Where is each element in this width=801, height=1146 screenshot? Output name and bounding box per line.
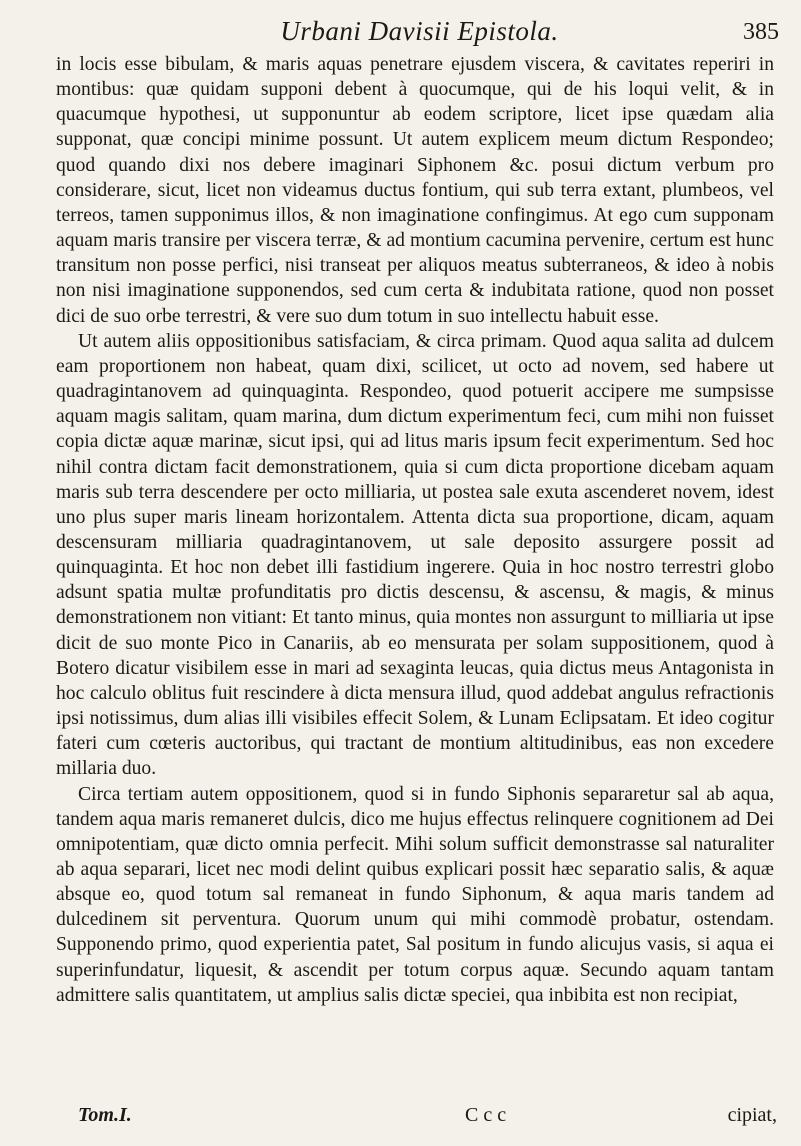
paragraph-1: in locis esse bibulam, & maris aquas penetrare ejusdem viscera, & cavitates reperiri in montibus: quæ quidam supponi debent à quocumque, qui de his loqui velit, & in quacumque hypothesi, ut supponuntur ab eodem scriptore, licet ipse quædam alia supponat, quæ concipi minime possunt. Ut autem explicem meum dictum Respondeo; quod quando dixi nos debere imaginari Siphonem &c. posui dictum verbum pro considerare, sicut, licet non videamus ductus fontium, qui sub terra extant, plumbeos, vel terreos, tamen supponimus illos, & non imaginatione confingimus. At ego cum supponam aquam maris transire per viscera terræ, & ad montium cacumina pervenire, certum est hunc transitum non posse perfici, nisi transeat per aliquos meatus subterraneos, & ideo à nobis non nisi imaginatione supponendos, sed cum certa & indubitata ratione, quod non posset dici de suo orbe terrestri, & vere suo dum totum in suo intellectu habuit esse. bbox=[56, 54, 774, 327]
page-footer bbox=[78, 1102, 777, 1130]
page-number: 385 bbox=[743, 19, 779, 45]
paragraph-3: Circa tertiam autem oppositionem, quod si in fundo Siphonis separaretur sal ab aqua, tandem aqua maris remaneret dulcis, dico me hujus effectus relinquere cognitionem ad Dei omnipotentiam, quæ dicto omnia perfecit. Mihi solum sufficit demonstrasse sal naturaliter ab aqua separari, licet nec modi delint quibus explicari possit hæc separatio salis, & aquæ absque eo, quod totum sal remaneat in fundo Siphonum, & aqua maris tandem ad dulcedinem sit perventura. Quorum unum qui mihi commodè probatur, ostendam. Supponendo primo, quod experientia patet, Sal positum in fundo alicujus vasis, si aqua ei superinfundatur, liquesit, & ascendit per totum corpus aquæ. Secundo aquam tantam admittere salis quantitatem, ut amplius salis dictæ speciei, qua inbibita est non recipiat, bbox=[56, 783, 774, 1006]
running-title: Urbani Davisii Epistola. bbox=[280, 16, 559, 46]
signature-mark: C c c bbox=[465, 1104, 507, 1126]
catchword: cipiat, bbox=[727, 1104, 777, 1126]
volume-mark: Tom.I. bbox=[78, 1104, 132, 1126]
body-text bbox=[56, 52, 774, 1008]
paragraph-2: Ut autem aliis oppositionibus satisfaciam, & circa primam. Quod aqua salita ad dulcem eam proportionem non habeat, quam dixi, scilicet, ut octo ad novem, sed habere ut quadragintanovem ad quinquaginta. Respondeo, quod potuerit accipere me sumpsisse aquam magis salitam, quam marina, dum dictum experimentum feci, cum mihi non fuisset copia dictæ aquæ marinæ, sicut ipsi, qui ad litus maris ipsum fecit experimentum. Sed hoc nihil contra dictam facit demonstrationem, quia si cum dicta proportione dicebam aquam maris sub terra descendere per octo milliaria, ut postea sale exuta ascenderet novem, idest uno plus super maris lineam horizontalem. Attenta dicta sua proportione, dicam, aquam descensuram milliaria quadragintanovem, ut sale deposito assurgere possit ad quinquaginta. Et hoc non debet illi fastidium ingerere. Quia in hoc nostro terrestri globo adsunt spatia multæ profunditatis pro dictis descensu, & ascensu, & magis, & minus demonstrationem non vitiant: Et tanto minus, quia montes non assurgunt to milliaria ut ipse dicit de suo monte Pico in Canariis, ab eo mensurata per solam suppositionem, quod à Botero dicatur visibilem esse in mari ad sexaginta leucas, quia dictus meus Antagonista in hoc calculo oblitus fuit rescindere à dicta mensura illud, quod addebat angulus refractionis ipsi notissimus, dum alias illi visibiles effecit Solem, & Lunam Eclipsatam. Et ideo cogitur fateri cum cœteris auctoribus, qui tractant de montium altitudinibus, eas non excedere millaria duo. bbox=[56, 330, 774, 780]
page-header bbox=[60, 14, 779, 50]
